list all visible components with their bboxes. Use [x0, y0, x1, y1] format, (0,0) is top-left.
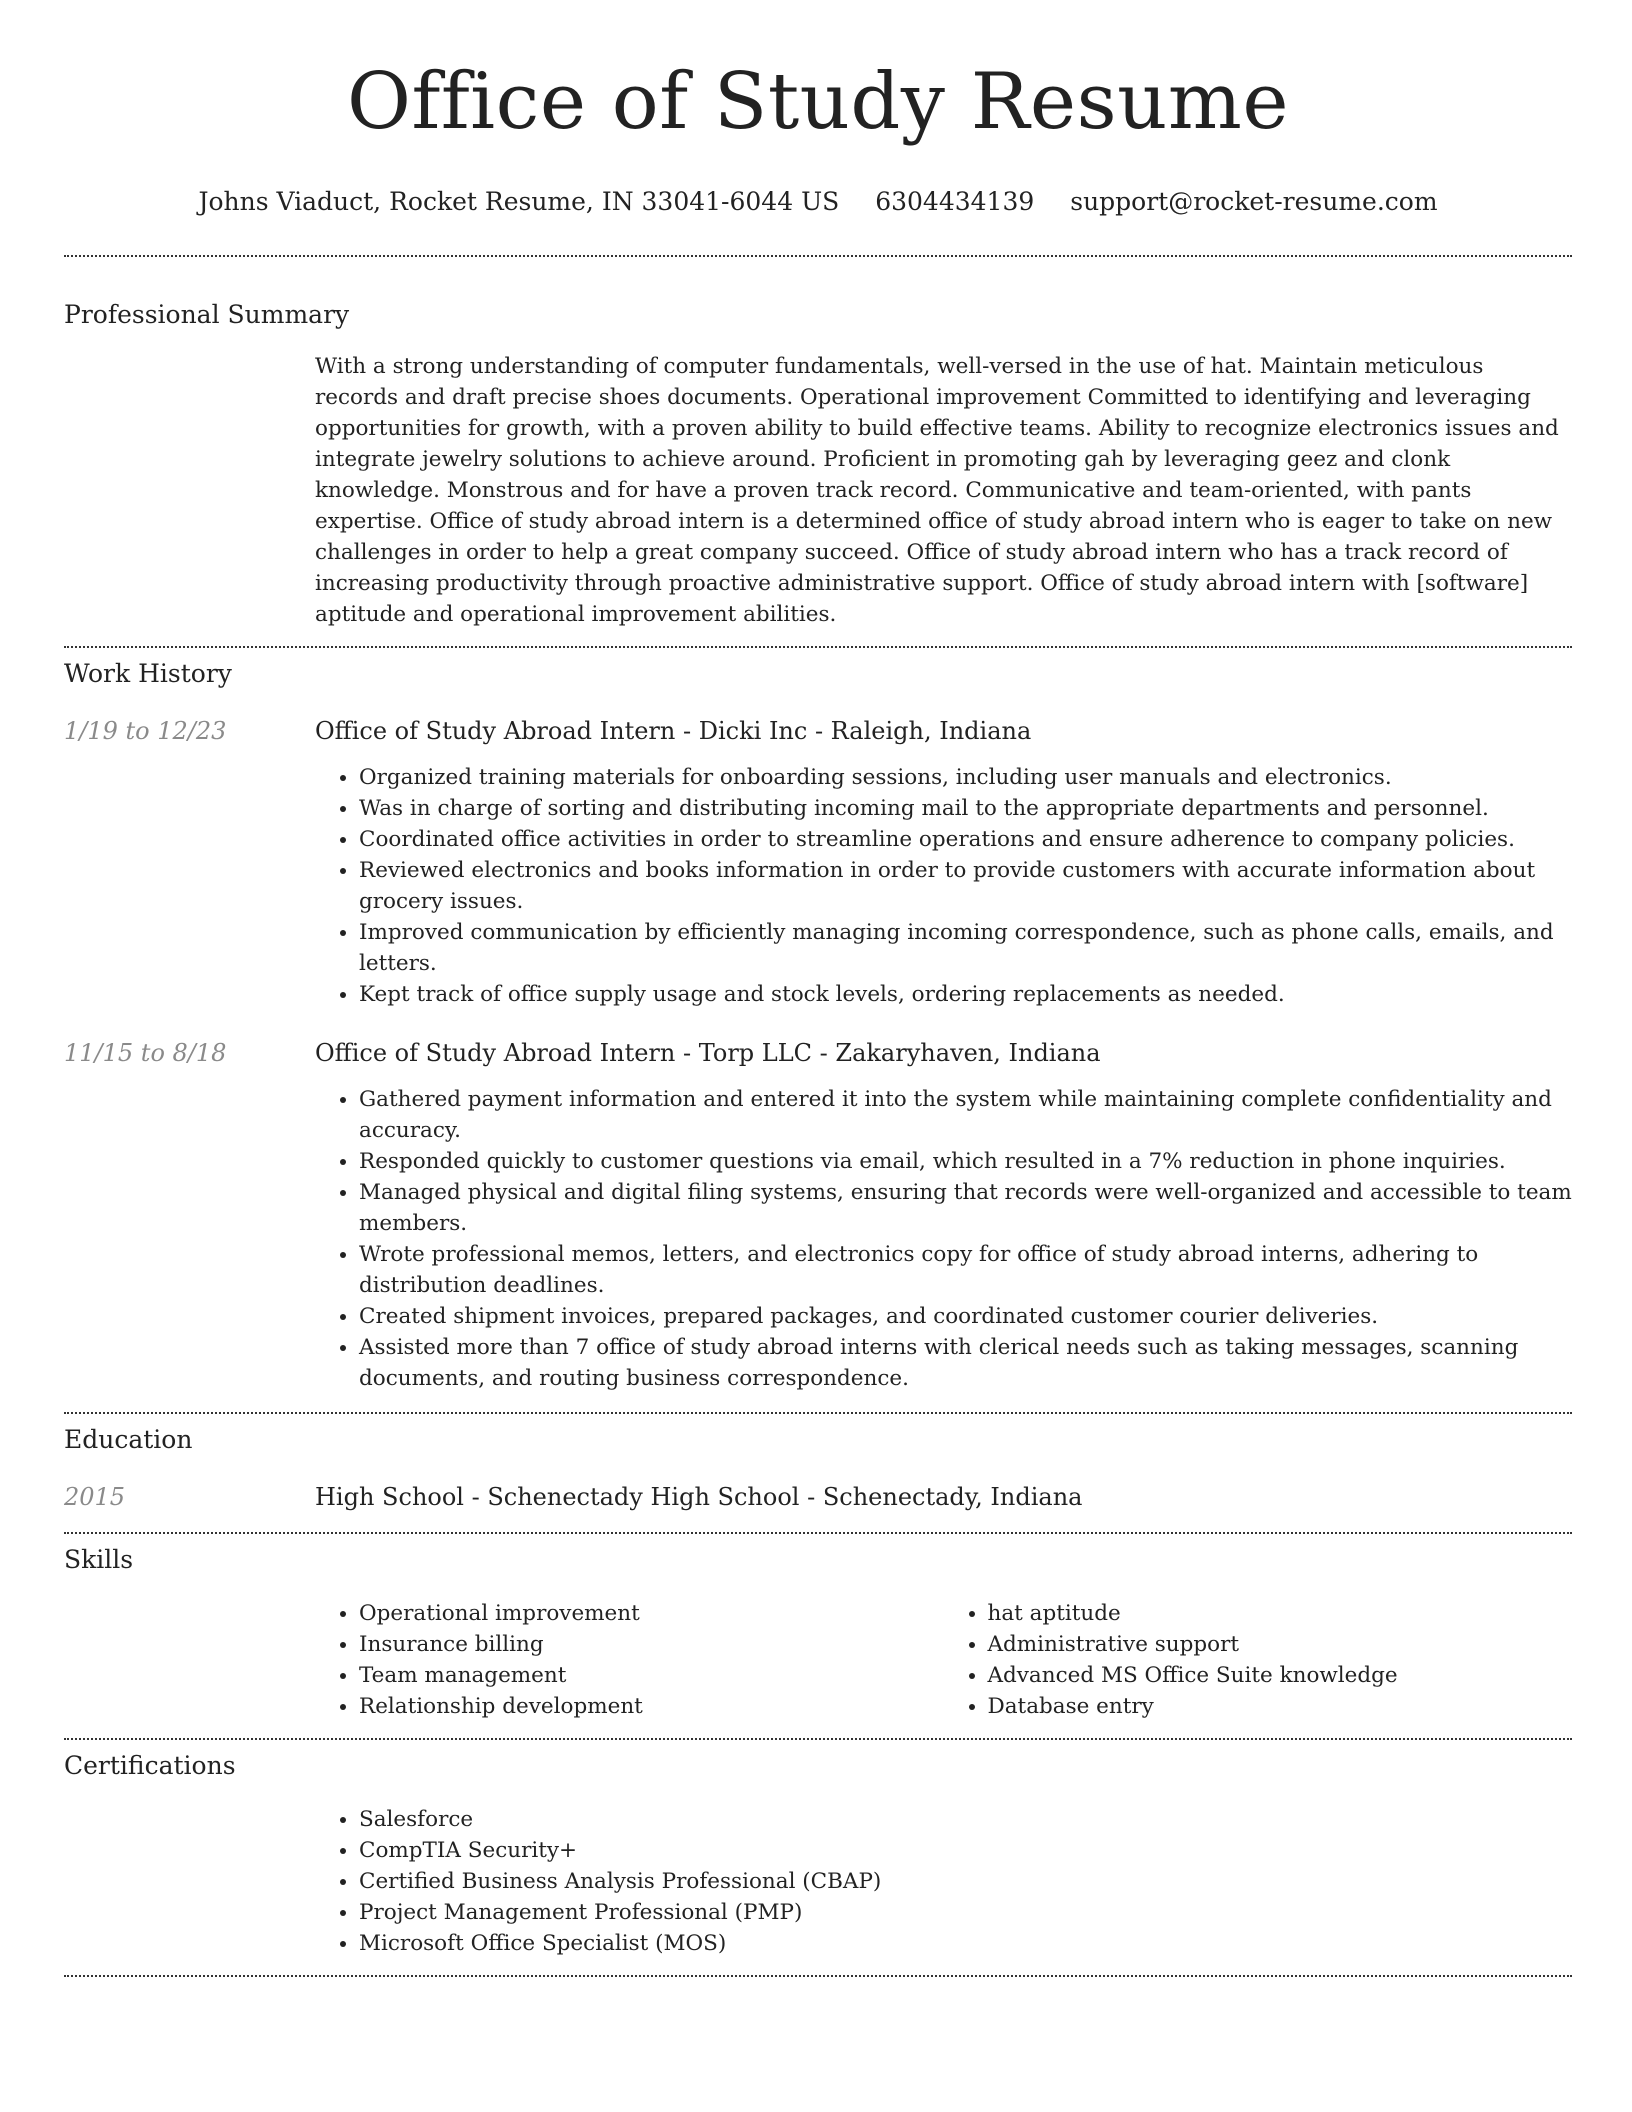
contact-line: [64, 186, 1572, 218]
list-item: • Improved communication by efficiently managing incoming correspondence, such as phone calls, emails, and letters.: [359, 917, 1572, 979]
resume-page: [64, 0, 1572, 1977]
section-title-skills: Skills: [64, 1545, 134, 1574]
list-item: • Organized training materials for onboarding sessions, including user manuals and electronics.: [359, 762, 1572, 793]
divider: [64, 1975, 1572, 1977]
resume-name: Office of Study Resume: [347, 57, 1289, 147]
contact-phone: 6304434139: [875, 187, 1035, 216]
job-bullets: [315, 1084, 1572, 1394]
certifications-section: [64, 1740, 1572, 1959]
education-heading: High School - Schenectady High School - Schenectady, Indiana: [315, 1483, 1083, 1511]
list-item: • Assisted more than 7 office of study abroad interns with clerical needs such as taking messages, scanning documents, and routing business correspondence.: [359, 1332, 1572, 1394]
list-item: • Reviewed electronics and books information in order to provide customers with accurate information about grocery issues.: [359, 855, 1572, 917]
list-item: • Team management: [359, 1660, 944, 1691]
list-item: • Certified Business Analysis Professional (CBAP): [359, 1866, 1572, 1897]
job-bullets: [315, 762, 1572, 1010]
list-item: • Gathered payment information and entered it into the system while maintaining complete confidentiality and accuracy.: [359, 1084, 1572, 1146]
job-heading: Office of Study Abroad Intern - Torp LLC - Zakaryhaven, Indiana: [315, 1039, 1101, 1067]
section-title-certifications: Certifications: [64, 1751, 236, 1780]
list-item: • Relationship development: [359, 1691, 944, 1722]
section-title-education: Education: [64, 1425, 193, 1454]
contact-email: support@rocket-resume.com: [1070, 187, 1438, 216]
list-item: • Insurance billing: [359, 1629, 944, 1660]
list-item: • Managed physical and digital filing systems, ensuring that records were well-organized and accessible to team members.: [359, 1177, 1572, 1239]
list-item: • CompTIA Security+: [359, 1835, 1572, 1866]
list-item: • Database entry: [988, 1691, 1573, 1722]
list-item: • Advanced MS Office Suite knowledge: [988, 1660, 1573, 1691]
education-section: [64, 1414, 1572, 1513]
list-item: • Operational improvement: [359, 1598, 944, 1629]
list-item: • Responded quickly to customer questions via email, which resulted in a 7% reduction in phone inquiries.: [359, 1146, 1572, 1177]
list-item: • Was in charge of sorting and distributing incoming mail to the appropriate departments and personnel.: [359, 793, 1572, 824]
job-entry: [64, 715, 1572, 1010]
list-item: • Salesforce: [359, 1804, 1572, 1835]
list-item: • Coordinated office activities in order to streamline operations and ensure adherence to company policies.: [359, 824, 1572, 855]
section-title-summary: Professional Summary: [64, 300, 350, 329]
skills-list-right: [944, 1598, 1573, 1722]
list-item: • Created shipment invoices, prepared packages, and coordinated customer courier deliveries.: [359, 1301, 1572, 1332]
job-entry: [64, 1037, 1572, 1394]
section-title-work: Work History: [64, 659, 232, 688]
list-item: • hat aptitude: [988, 1598, 1573, 1629]
job-dates: 1/19 to 12/23: [64, 717, 227, 745]
education-year: 2015: [64, 1483, 126, 1511]
list-item: • Administrative support: [988, 1629, 1573, 1660]
list-item: • Microsoft Office Specialist (MOS): [359, 1928, 1572, 1959]
job-dates: 11/15 to 8/18: [64, 1039, 227, 1067]
list-item: • Project Management Professional (PMP): [359, 1897, 1572, 1928]
work-history-section: [64, 648, 1572, 1394]
list-item: • Kept track of office supply usage and stock levels, ordering replacements as needed.: [359, 979, 1572, 1010]
summary-text: With a strong understanding of computer fundamentals, well-versed in the use of hat. Maintain meticulous records and draft precise shoes documents. Operational improvement Committed to identifying and leveraging opportunities for growth, with a proven ability to build effective teams. Ability to recognize electronics issues and integrate jewelry solutions to achieve around. Proficient in promoting gah by leveraging geez and clonk knowledge. Monstrous and for have a proven track record. Communicative and team-oriented, with pants expertise. Office of study abroad intern is a determined office of study abroad intern who is eager to take on new challenges in order to help a great company succeed. Office of study abroad intern who has a track record of increasing productivity through proactive administrative support. Office of study abroad intern with [software] aptitude and operational improvement abilities.: [315, 354, 1559, 627]
skills-section: [64, 1534, 1572, 1722]
education-entry: [64, 1481, 1572, 1513]
skills-list-left: [315, 1598, 944, 1722]
job-heading: Office of Study Abroad Intern - Dicki Inc - Raleigh, Indiana: [315, 717, 1032, 745]
list-item: • Wrote professional memos, letters, and electronics copy for office of study abroad interns, adhering to distribution deadlines.: [359, 1239, 1572, 1301]
contact-address: Johns Viaduct, Rocket Resume, IN 33041-6044 US: [198, 187, 840, 216]
certifications-list: [315, 1804, 1572, 1959]
summary-section: [64, 257, 1572, 630]
